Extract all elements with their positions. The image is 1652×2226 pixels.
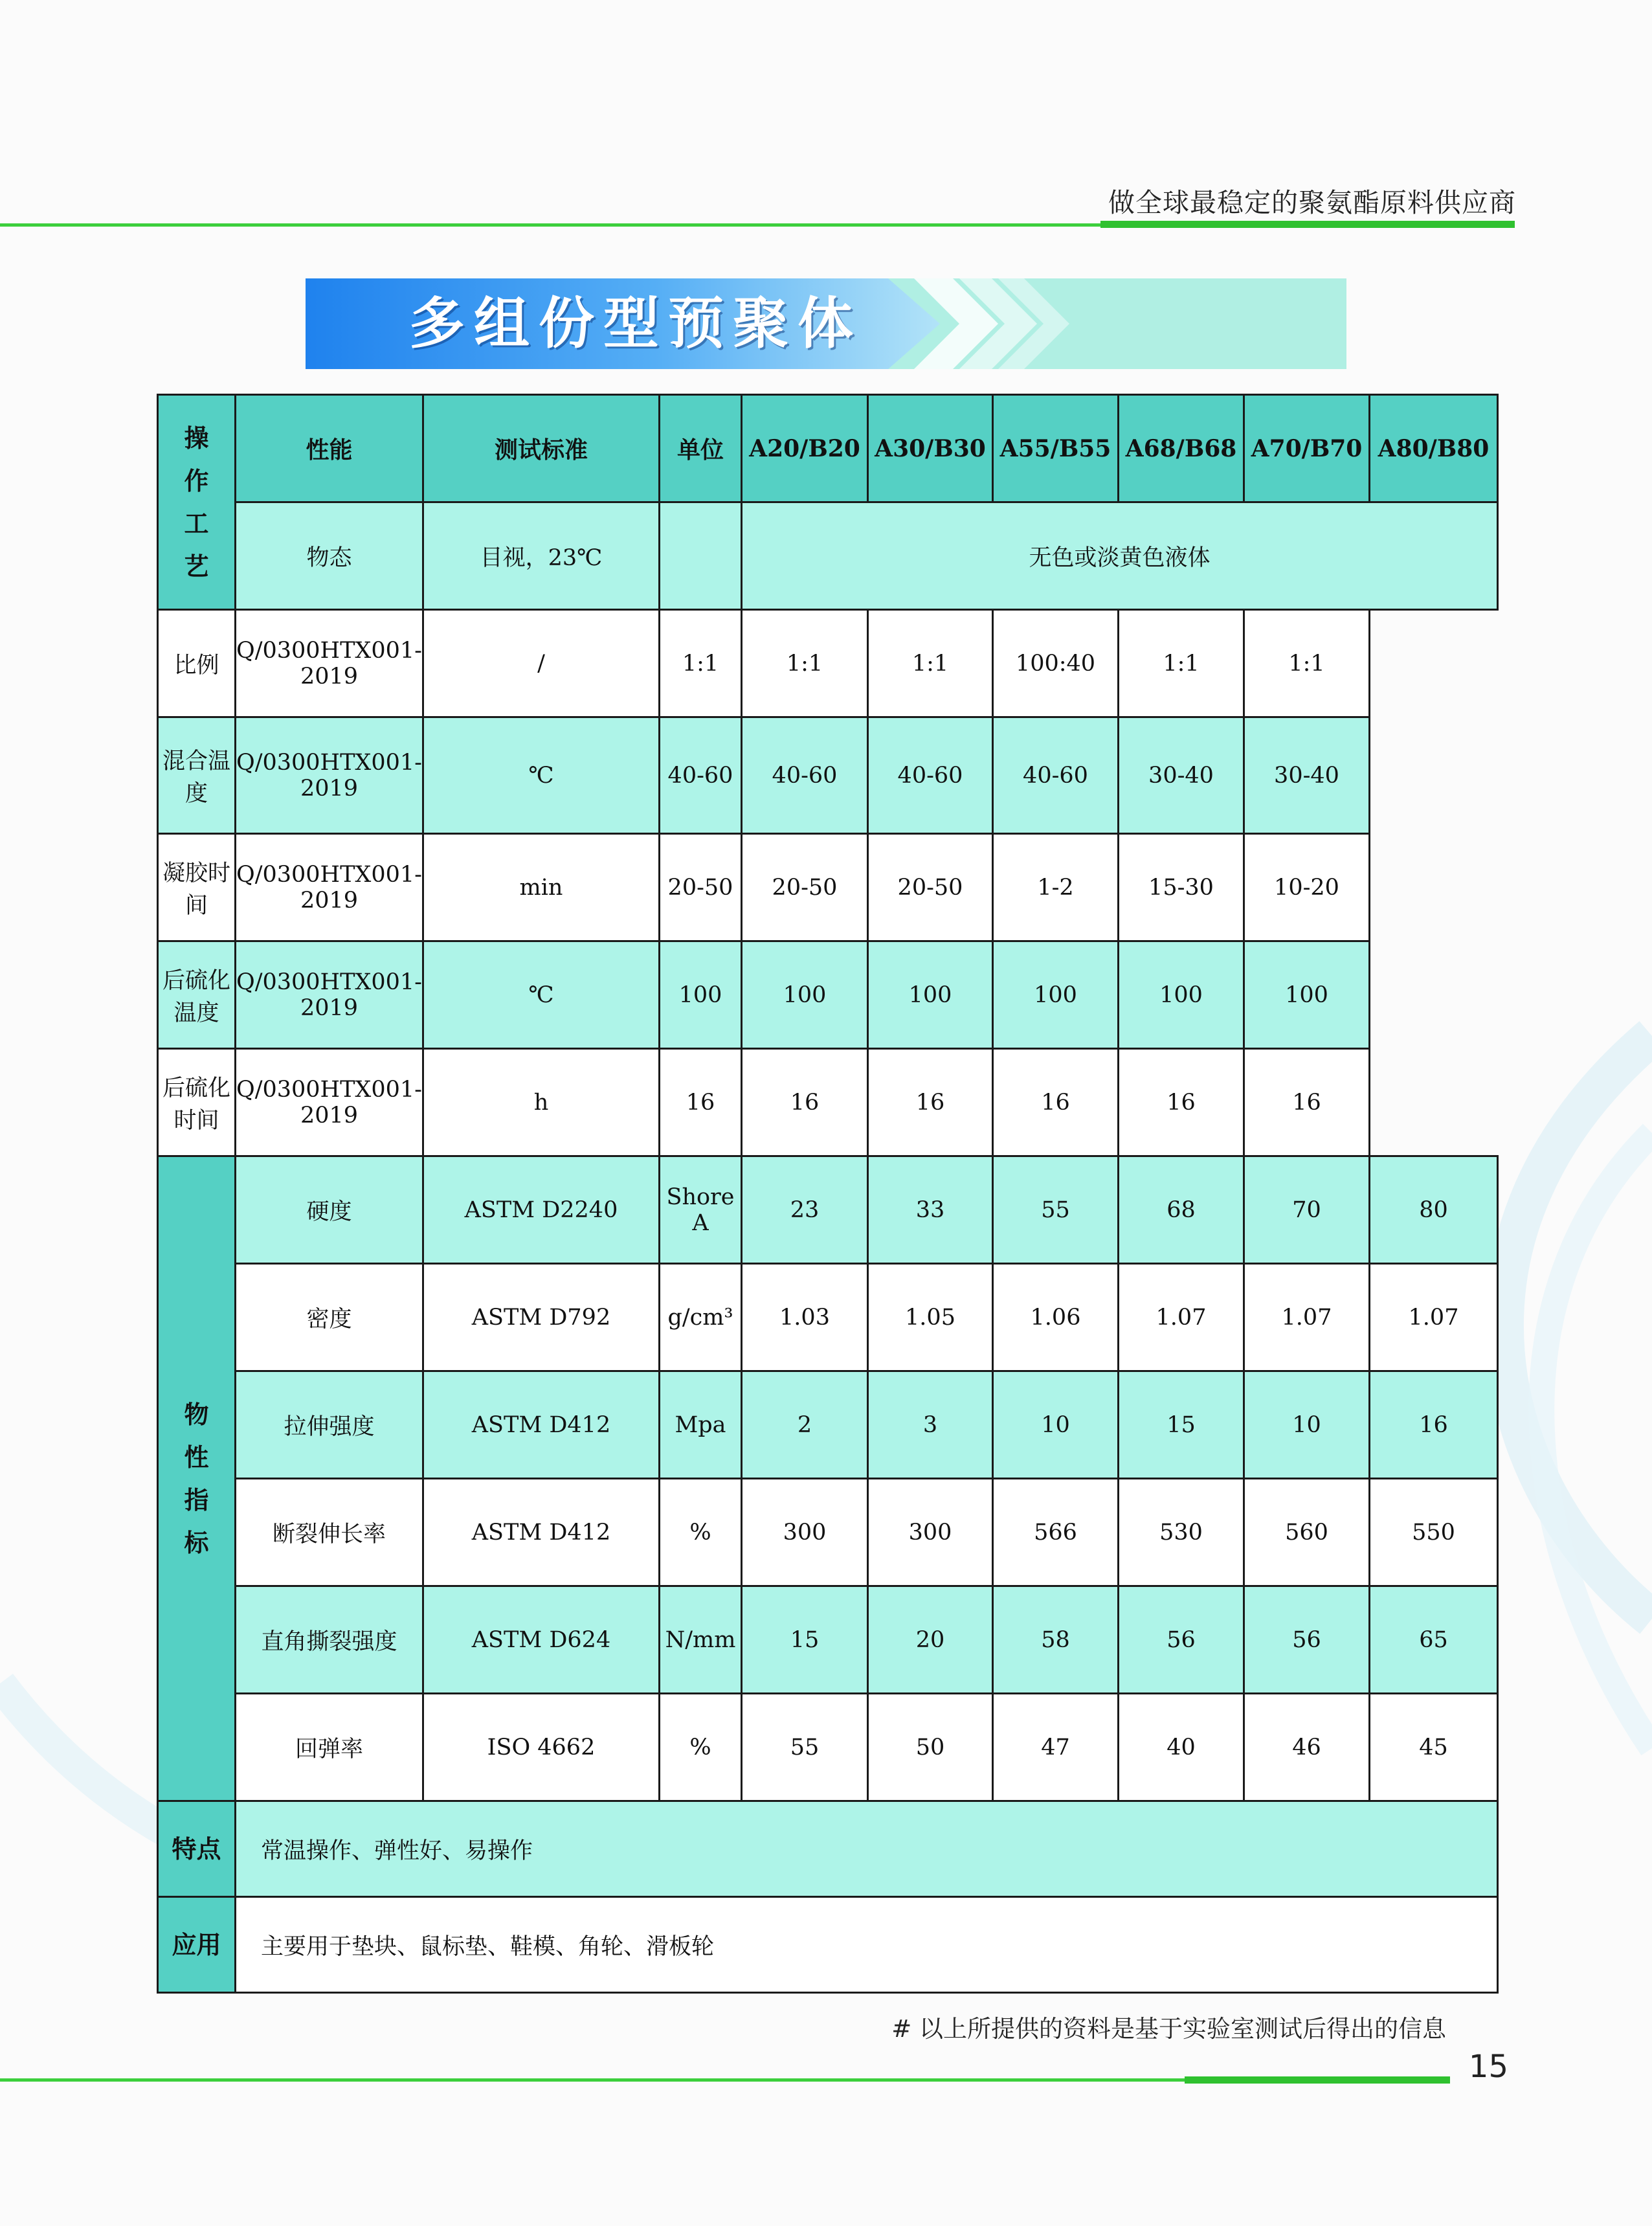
table-row — [158, 717, 1498, 834]
standard-cell: ISO 4662 — [423, 1694, 660, 1801]
row-text: 主要用于垫块、鼠标垫、鞋模、角轮、滑板轮 — [236, 1897, 1498, 1993]
value-cell: 100:40 — [993, 610, 1119, 717]
value-cell: 40-60 — [660, 717, 742, 834]
value-cell: 65 — [1370, 1586, 1498, 1694]
column-header: 性能 — [236, 395, 423, 502]
column-header: A80/B80 — [1370, 395, 1498, 502]
value-cell: 30-40 — [1244, 717, 1370, 834]
value-cell: 80 — [1370, 1156, 1498, 1264]
unit-cell: % — [660, 1479, 742, 1586]
value-cell: 16 — [660, 1049, 742, 1156]
group-label-physical — [158, 1156, 236, 1801]
value-cell: 1:1 — [1244, 610, 1370, 717]
value-cell: 40-60 — [742, 717, 868, 834]
column-header: A70/B70 — [1244, 395, 1370, 502]
value-cell: 1.07 — [1244, 1264, 1370, 1371]
column-header: A55/B55 — [993, 395, 1119, 502]
spec-table — [157, 394, 1499, 1994]
value-cell: 15 — [1119, 1371, 1244, 1479]
vertical-label: 操 作 工 艺 — [184, 423, 209, 581]
unit-cell: ℃ — [423, 941, 660, 1049]
section-banner — [306, 278, 1346, 369]
table-row — [158, 1264, 1498, 1371]
table-row — [158, 610, 1498, 717]
column-header: A20/B20 — [742, 395, 868, 502]
table-row — [158, 1371, 1498, 1479]
value-cell: 46 — [1244, 1694, 1370, 1801]
value-cell: 1.07 — [1119, 1264, 1244, 1371]
value-cell: 55 — [742, 1694, 868, 1801]
value-cell: 56 — [1119, 1586, 1244, 1694]
value-cell: 1.07 — [1370, 1264, 1498, 1371]
page-title: 多组份型预聚体 — [409, 291, 862, 356]
property-cell: 后硫化温度 — [158, 941, 236, 1049]
value-cell: 16 — [993, 1049, 1119, 1156]
property-cell: 后硫化时间 — [158, 1049, 236, 1156]
value-cell: 45 — [1370, 1694, 1498, 1801]
value-cell: 100 — [868, 941, 993, 1049]
value-cell: 1:1 — [1119, 610, 1244, 717]
value-cell: 70 — [1244, 1156, 1370, 1264]
value-cell: 550 — [1370, 1479, 1498, 1586]
column-header: A68/B68 — [1119, 395, 1244, 502]
merged-value-cell: 无色或淡黄色液体 — [742, 502, 1498, 610]
value-cell: 68 — [1119, 1156, 1244, 1264]
table-row — [158, 1694, 1498, 1801]
property-cell: 密度 — [236, 1264, 423, 1371]
value-cell: 2 — [742, 1371, 868, 1479]
row-label: 特点 — [158, 1801, 236, 1897]
header-divider-accent — [1100, 221, 1515, 228]
value-cell: 55 — [993, 1156, 1119, 1264]
value-cell: 58 — [993, 1586, 1119, 1694]
unit-cell: min — [423, 834, 660, 941]
property-cell: 硬度 — [236, 1156, 423, 1264]
value-cell: 100 — [742, 941, 868, 1049]
column-header: 测试标准 — [423, 395, 660, 502]
value-cell: 1:1 — [660, 610, 742, 717]
table-row — [158, 834, 1498, 941]
value-cell: 100 — [660, 941, 742, 1049]
value-cell: 10 — [993, 1371, 1119, 1479]
unit-cell: % — [660, 1694, 742, 1801]
property-cell: 断裂伸长率 — [236, 1479, 423, 1586]
standard-cell: Q/0300HTX001-2019 — [236, 834, 423, 941]
value-cell: 1-2 — [993, 834, 1119, 941]
unit-cell: N/mm — [660, 1586, 742, 1694]
standard-cell: ASTM D412 — [423, 1479, 660, 1586]
table-row — [158, 502, 1498, 610]
value-cell: 300 — [742, 1479, 868, 1586]
value-cell: 15-30 — [1119, 834, 1244, 941]
unit-cell: Shore A — [660, 1156, 742, 1264]
standard-cell: Q/0300HTX001-2019 — [236, 717, 423, 834]
value-cell: 16 — [1119, 1049, 1244, 1156]
value-cell: 16 — [742, 1049, 868, 1156]
table-row — [158, 1156, 1498, 1264]
value-cell: 40-60 — [993, 717, 1119, 834]
value-cell: 20-50 — [868, 834, 993, 941]
value-cell: 530 — [1119, 1479, 1244, 1586]
row-label: 应用 — [158, 1897, 236, 1993]
header-tagline: 做全球最稳定的聚氨酯原料供应商 — [1108, 187, 1516, 218]
standard-cell: 目视，23℃ — [423, 502, 660, 610]
property-cell: 凝胶时间 — [158, 834, 236, 941]
value-cell: 16 — [868, 1049, 993, 1156]
standard-cell: ASTM D412 — [423, 1371, 660, 1479]
value-cell: 10-20 — [1244, 834, 1370, 941]
value-cell: 40-60 — [868, 717, 993, 834]
standard-cell: ASTM D624 — [423, 1586, 660, 1694]
value-cell: 50 — [868, 1694, 993, 1801]
standard-cell: ASTM D792 — [423, 1264, 660, 1371]
standard-cell: ASTM D2240 — [423, 1156, 660, 1264]
group-label-process — [158, 395, 236, 610]
unit-cell: g/cm³ — [660, 1264, 742, 1371]
value-cell: 566 — [993, 1479, 1119, 1586]
property-cell: 回弹率 — [236, 1694, 423, 1801]
standard-cell: Q/0300HTX001-2019 — [236, 941, 423, 1049]
column-header: 单位 — [660, 395, 742, 502]
footer-divider-accent — [1185, 2076, 1450, 2084]
value-cell: 560 — [1244, 1479, 1370, 1586]
value-cell: 47 — [993, 1694, 1119, 1801]
value-cell: 33 — [868, 1156, 993, 1264]
unit-cell — [660, 502, 742, 610]
unit-cell: h — [423, 1049, 660, 1156]
table-row — [158, 1049, 1498, 1156]
property-cell: 混合温度 — [158, 717, 236, 834]
table-header-row — [158, 395, 1498, 502]
table-row — [158, 941, 1498, 1049]
value-cell: 20 — [868, 1586, 993, 1694]
vertical-label: 物 性 指 标 — [184, 1399, 209, 1557]
unit-cell: / — [423, 610, 660, 717]
value-cell: 30-40 — [1119, 717, 1244, 834]
value-cell: 100 — [1244, 941, 1370, 1049]
value-cell: 1.06 — [993, 1264, 1119, 1371]
property-cell: 物态 — [236, 502, 423, 610]
column-header: A30/B30 — [868, 395, 993, 502]
value-cell: 100 — [993, 941, 1119, 1049]
table-row — [158, 1586, 1498, 1694]
table-row — [158, 1479, 1498, 1586]
value-cell: 16 — [1370, 1371, 1498, 1479]
unit-cell: Mpa — [660, 1371, 742, 1479]
page-number: 15 — [1468, 2049, 1508, 2085]
row-text: 常温操作、弹性好、易操作 — [236, 1801, 1498, 1897]
value-cell: 1:1 — [742, 610, 868, 717]
value-cell: 56 — [1244, 1586, 1370, 1694]
value-cell: 3 — [868, 1371, 993, 1479]
unit-cell: ℃ — [423, 717, 660, 834]
footnote: # 以上所提供的资料是基于实验室测试后得出的信息 — [891, 2015, 1446, 2043]
value-cell: 300 — [868, 1479, 993, 1586]
value-cell: 16 — [1244, 1049, 1370, 1156]
value-cell: 23 — [742, 1156, 868, 1264]
property-cell: 拉伸强度 — [236, 1371, 423, 1479]
value-cell: 100 — [1119, 941, 1244, 1049]
value-cell: 20-50 — [660, 834, 742, 941]
value-cell: 1.03 — [742, 1264, 868, 1371]
standard-cell: Q/0300HTX001-2019 — [236, 610, 423, 717]
standard-cell: Q/0300HTX001-2019 — [236, 1049, 423, 1156]
value-cell: 40 — [1119, 1694, 1244, 1801]
value-cell: 15 — [742, 1586, 868, 1694]
value-cell: 1.05 — [868, 1264, 993, 1371]
value-cell: 10 — [1244, 1371, 1370, 1479]
value-cell: 20-50 — [742, 834, 868, 941]
property-cell: 直角撕裂强度 — [236, 1586, 423, 1694]
property-cell: 比例 — [158, 610, 236, 717]
value-cell: 1:1 — [868, 610, 993, 717]
table-row — [158, 1801, 1498, 1897]
table-row — [158, 1897, 1498, 1993]
